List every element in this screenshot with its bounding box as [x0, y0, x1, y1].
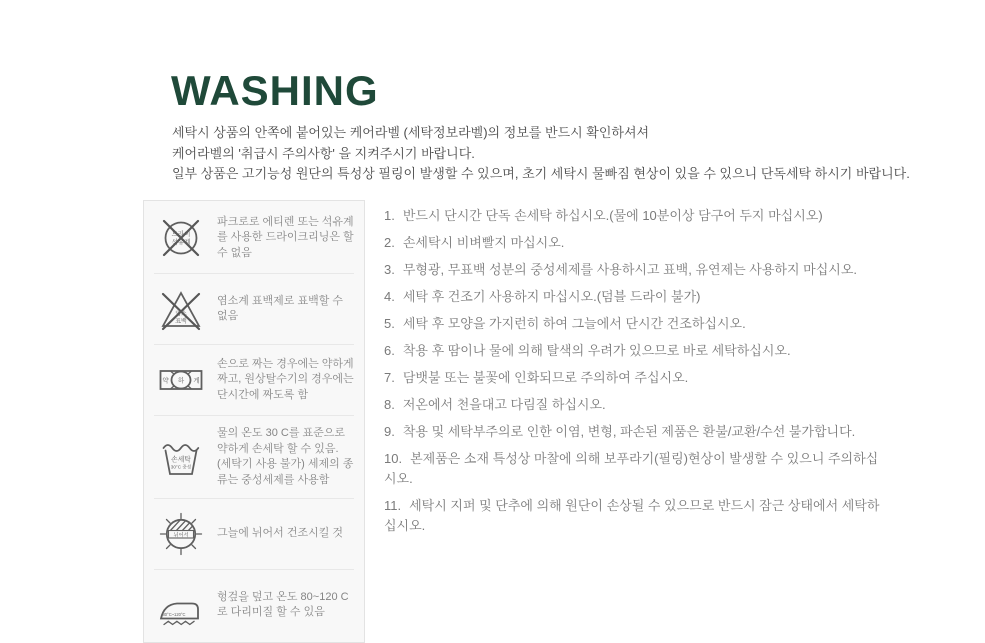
care-item-wring	[144, 345, 364, 415]
handwash-icon	[156, 432, 206, 482]
instruction-text: 세탁 후 모양을 가지런히 하여 그늘에서 단시간 건조하십시오.	[402, 316, 746, 331]
shade-dry-icon	[156, 509, 206, 559]
instruction-text: 본제품은 소재 특성상 마찰에 의해 보푸라기(필링)현상이 발생할 수 있으니 주의하십시오.	[384, 451, 879, 486]
instruction-item	[384, 314, 884, 334]
care-item-no-bleach	[144, 274, 364, 344]
instruction-number: 10.	[384, 451, 403, 466]
instruction-number: 8.	[384, 397, 395, 412]
instruction-number: 1.	[384, 208, 395, 223]
instruction-item	[384, 233, 884, 253]
instruction-item	[384, 368, 884, 388]
instruction-item	[384, 260, 884, 280]
svg-text:뉘어서: 뉘어서	[173, 532, 189, 539]
page-title: WASHING	[171, 67, 379, 114]
intro-line: 세탁시 상품의 안쪽에 붙어있는 케어라벨 (세탁정보라벨)의 정보를 반드시 확인하셔셔	[172, 125, 650, 140]
care-item-label: 그늘에 뉘어서 건조시킬 것	[217, 527, 344, 540]
svg-text:약: 약	[162, 377, 169, 385]
instruction-item	[384, 395, 884, 415]
washing-instructions-list	[384, 206, 884, 543]
instruction-item	[384, 422, 884, 442]
svg-text:30°C 중성: 30°C 중성	[170, 464, 192, 470]
svg-text:손세탁: 손세탁	[171, 456, 191, 464]
care-item-label: 손으로 짜는 경우에는 약하게 짜고, 원상탈수기의 경우에는 단시간에 짜도록 함	[217, 357, 354, 401]
intro-line: 일부 상품은 고기능성 원단의 특성상 필링이 발생할 수 있으며, 초기 세탁시 물빠짐 현상이 있을 수 있으니 단독세탁 하시기 바랍니다.	[172, 166, 910, 181]
instruction-item	[384, 287, 884, 307]
care-item-handwash	[144, 416, 364, 498]
care-item-label: 파크로로 에티렌 또는 석유계를 사용한 드라이크리닝은 할 수 없음	[217, 215, 354, 259]
instruction-text: 저온에서 천을대고 다림질 하십시오.	[402, 397, 606, 412]
instruction-item	[384, 206, 884, 226]
instruction-number: 6.	[384, 343, 395, 358]
instruction-text: 세탁 후 건조기 사용하지 마십시오.(덤블 드라이 불가)	[402, 289, 701, 304]
svg-text:석유계: 석유계	[171, 239, 191, 246]
instruction-text: 손세탁시 비벼빨지 마십시오.	[402, 235, 565, 250]
wring-weak-icon	[156, 355, 206, 405]
intro-paragraph	[172, 123, 910, 185]
instruction-number: 2.	[384, 235, 395, 250]
care-item-label: 염소계 표백제로 표백할 수 없음	[217, 294, 344, 322]
care-symbols-panel	[143, 200, 365, 643]
instruction-number: 7.	[384, 370, 395, 385]
instruction-text: 무형광, 무표백 성분의 중성세제를 사용하시고 표백, 유연제는 사용하지 마십시오.	[402, 262, 857, 277]
svg-text:드라이: 드라이	[171, 231, 191, 238]
svg-text:표백: 표백	[175, 319, 187, 325]
instruction-number: 5.	[384, 316, 395, 331]
intro-line: 케어라벨의 '취급시 주의사항' 을 지켜주시기 바랍니다.	[172, 145, 475, 161]
care-item-no-dryclean	[144, 203, 364, 273]
instruction-number: 4.	[384, 289, 395, 304]
iron-icon	[156, 580, 206, 630]
instruction-item	[384, 496, 884, 536]
care-item-label: 헝겊을 덮고 온도 80~120 C로 다리미질 할 수 있음	[217, 590, 349, 618]
care-item-label: 물의 온도 30 C를 표준으로 약하게 손세탁 할 수 있음. (세탁기 사용 불가) 세제의 종류는 중성세제를 사용함	[217, 427, 354, 486]
instruction-number: 3.	[384, 262, 395, 277]
instruction-item	[384, 341, 884, 361]
svg-text:80°C~120°C: 80°C~120°C	[162, 612, 186, 618]
no-bleach-icon	[156, 284, 206, 334]
instruction-item	[384, 449, 884, 489]
instruction-text: 착용 및 세탁부주의로 인한 이염, 변형, 파손된 제품은 환불/교환/수선 불가합니다.	[402, 424, 856, 439]
care-item-shade-dry	[144, 499, 364, 569]
svg-text:염소: 염소	[175, 311, 187, 318]
instruction-text: 반드시 단시간 단독 손세탁 하십시오.(물에 10분이상 담구어 두지 마십시오)	[402, 208, 823, 223]
instruction-text: 담뱃불 또는 불꽃에 인화되므로 주의하여 주십시오.	[402, 370, 689, 385]
care-item-iron	[144, 570, 364, 640]
svg-text:게: 게	[193, 377, 200, 385]
instruction-number: 9.	[384, 424, 395, 439]
svg-text:하: 하	[177, 377, 185, 385]
instruction-text: 착용 후 땀이나 물에 의해 탈색의 우려가 있으므로 바로 세탁하십시오.	[402, 343, 791, 358]
no-dryclean-icon	[156, 213, 206, 263]
instruction-number: 11.	[384, 498, 402, 513]
instruction-text: 세탁시 지퍼 및 단추에 의해 원단이 손상될 수 있으므로 반드시 잠근 상태에서 세탁하십시오.	[384, 498, 880, 533]
